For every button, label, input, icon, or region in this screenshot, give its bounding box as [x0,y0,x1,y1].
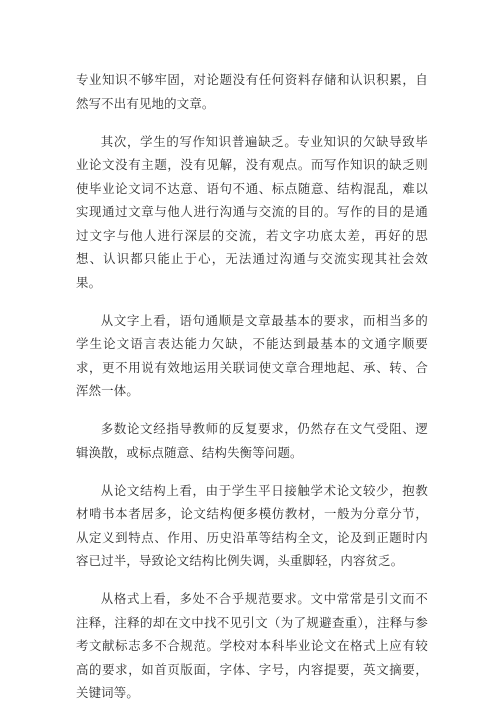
paragraph-format: 从格式上看，多处不合乎规范要求。文中常常是引文而不注释，注释的却在文中找不见引文（为了规避查重），注释与参考文献标志多不合规范。学校对本科毕业论文在格式上应有较高的要求，如首页版面，字体、字号，内容提要，英文摘要，关键词等。 [76,591,428,701]
paragraph-continuation: 专业知识不够牢固，对论题没有任何资料存储和认识积累，自然写不出有见地的文章。 [76,72,428,111]
paragraph-writing-knowledge: 其次，学生的写作知识普遍缺乏。专业知识的欠缺导致毕业论文没有主题，没有见解，没有观点。而写作知识的缺乏则使毕业论文词不达意、语句不通、标点随意、结构混乱，难以实现通过文章与他人进行沟通与交流的目的。写作的目的是通过文字与他人进行深层的交流，若文字功底太差，再好的思想、认识都只能止于心，无法通过沟通与交流实现其社会效果。 [76,133,428,290]
paragraph-structure: 从论文结构上看，由于学生平日接触学术论文较少，抱教材啃书本者居多，论文结构便多模仿教材，一般为分章分节，从定义到特点、作用、历史沿革等结构全文，论及到正题时内容已过半，导致论文结构比例失调，头重脚轻，内容贫乏。 [76,482,428,569]
paragraph-revision-issues: 多数论文经指导教师的反复要求，仍然存在文气受阻、逻辑涣散，或标点随意、结构失衡等问题。 [76,421,428,460]
document-body [76,68,428,720]
paragraph-language: 从文字上看，语句通顺是文章最基本的要求，而相当多的学生论文语言表达能力欠缺，不能达到最基本的文通字顺要求，更不用说有效地运用关联词使文章合理地起、承、转、合浑然一体。 [76,312,428,399]
